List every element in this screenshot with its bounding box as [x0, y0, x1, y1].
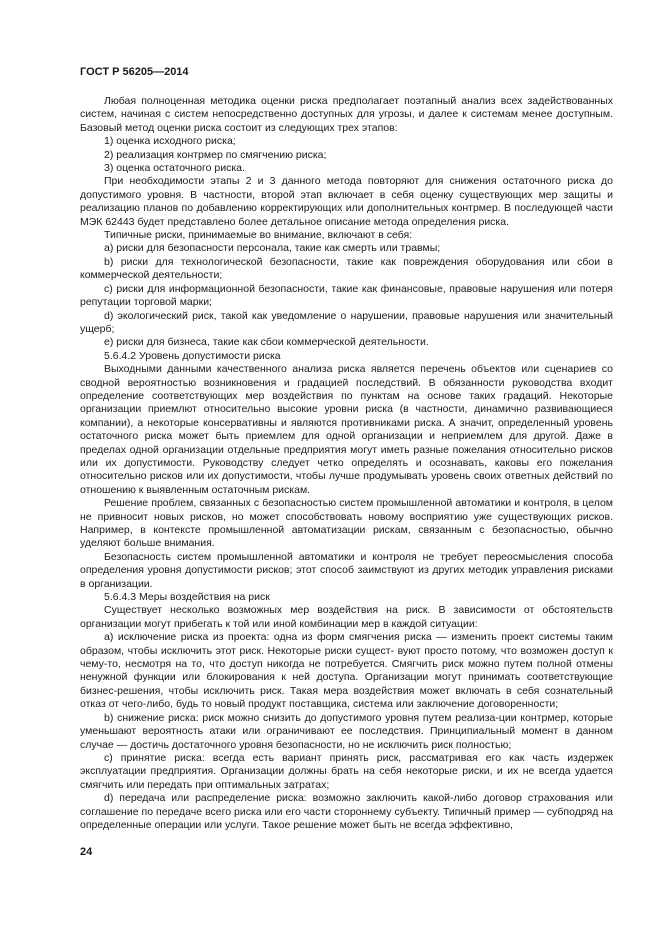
paragraph-risk-measures: Существует несколько возможных мер воздействия на риск. В зависимости от обстоятельств организации могут прибегать к той или иной комбинации мер в каждой ситуации: [80, 604, 613, 630]
list-item-measure-c: c) принятие риска: всегда есть вариант принять риск, рассматривая его как часть издержек эксплуатации предприятия. Организации должны брать на себя некоторые риски, и их не всегда удается смягчить или передать при оптимальных затратах; [80, 751, 613, 791]
list-item-risk-c: c) риски для информационной безопасности, такие как финансовые, правовые нарушения или потеря репутации торговой марки; [80, 282, 613, 309]
list-item-measure-b: b) снижение риска: риск можно снизить до допустимого уровня путем реализа-ции контрмер, которые уменьшают вероятность атаки или ограничивают ее последствия. Принципиальный момент в данном случае — достичь достаточного уровня безопасности, но не исключить риск полностью; [80, 711, 613, 751]
paragraph-repeat-stages: При необходимости этапы 2 и 3 данного метода повторяют для снижения остаточного риска до допустимого уровня. В частности, второй этап включает в себя оценку существующих мер защиты и реализацию планов по добавлению корректирующих или дополнительных контрмер. В последующей части МЭК 62443 будет представлено более детальное описание метода определения риска. [80, 175, 613, 228]
list-item-stage-2: 2) реализация контрмер по смягчению риска; [104, 148, 327, 161]
paragraph-intro: Любая полноценная методика оценки риска предполагает поэтапный анализ всех задействованных систем, начиная с систем непосредственно доступных для угрозы, и далее к системам менее доступным. Базовый метод оценки риска состоит из следующих трех этапов: [80, 95, 613, 134]
list-item-stage-3: 3) оценка остаточного риска. [104, 162, 245, 175]
list-item-risk-e: e) риски для бизнеса, такие как сбои коммерческой деятельности. [104, 336, 429, 349]
page-number: 24 [80, 846, 93, 858]
paragraph-security-problems: Решение проблем, связанных с безопасностью систем промышленной автоматики и контроля, в целом не привносит новых рисков, но может способствовать новому восприятию уже существующих рисков. Например, в контексте промышленной автоматизации рискам, связанным с безопасностью, обычно уделяют больше внимания. [80, 497, 613, 550]
list-item-risk-d: d) экологический риск, такой как уведомление о нарушении, правовые нарушения или значительный ущерб; [80, 309, 613, 335]
paragraph-security-systems: Безопасность систем промышленной автоматики и контроля не требует переосмысления способа определения уровня допустимости рисков; этот способ заимствуют из других методик управления рисками в организации. [80, 550, 613, 590]
list-item-measure-a: a) исключение риска из проекта: одна из форм смягчения риска — изменить проект системы таким образом, чтобы исключить этот риск. Некоторые риски сущест- вуют просто потому, что возможен доступ к чему-то, несмотря на то, что доступ никогда не потребуется. Смягчить риск можно путем полной отмены ненужной функции или блокирования к ней доступа. Организации могут принимать соответствующие бизнес-решения, чтобы исключить риск. Такая мера воздействия может включать в себя сознательный отказ от чего-либо, будь то новый продукт поставщика, система или заключение договоренности; [80, 631, 613, 711]
list-item-risk-a: a) риски для безопасности персонала, такие как смерть или травмы; [104, 242, 441, 255]
list-item-stage-1: 1) оценка исходного риска; [104, 135, 236, 148]
paragraph-typical-risks: Типичные риски, принимаемые во внимание, включают в себя: [104, 229, 413, 242]
page-body [80, 95, 613, 832]
section-heading-5-6-4-3: 5.6.4.3 Меры воздействия на риск [104, 591, 270, 604]
section-heading-5-6-4-2: 5.6.4.2 Уровень допустимости риска [104, 349, 281, 362]
list-item-measure-d: d) передача или распределение риска: возможно заключить какой-либо договор страхования или соглашение по передаче всего риска или его части стороннему субъекту. Типичный пример — субподряд на определенные операции или услуги. Такое решение может быть не всегда эффективно, [80, 792, 613, 831]
paragraph-risk-tolerance: Выходными данными качественного анализа риска является перечень объектов или сценариев со сводной вероятностью возникновения и градацией последствий. В обязанности руководства входит определение соответствующих мер воздействия по пунктам на основе таких градаций. Некоторые организации приемлют относительно высокие уровни риска (в частности, динамично развивающиеся компании), а некоторые консервативны и являются противниками риска. А значит, определенный уровень остаточного риска может быть приемлем для одной организации и неприемлем для другой. Даже в пределах одной организации отдельные предприятия могут иметь разные пожелания относительно рисков или их допустимости. Руководству следует четко определять и осознавать, каковы его пожелания относительно рисков или их допустимости, чтобы лучше продумывать уровень своих ответных действий по отношению к выявленным остаточным рискам. [80, 363, 613, 496]
list-item-risk-b: b) риски для технологической безопасности, такие как повреждения оборудования или сбои в коммерческой деятельности; [80, 255, 613, 282]
document-code-header: ГОСТ Р 56205—2014 [80, 66, 189, 78]
